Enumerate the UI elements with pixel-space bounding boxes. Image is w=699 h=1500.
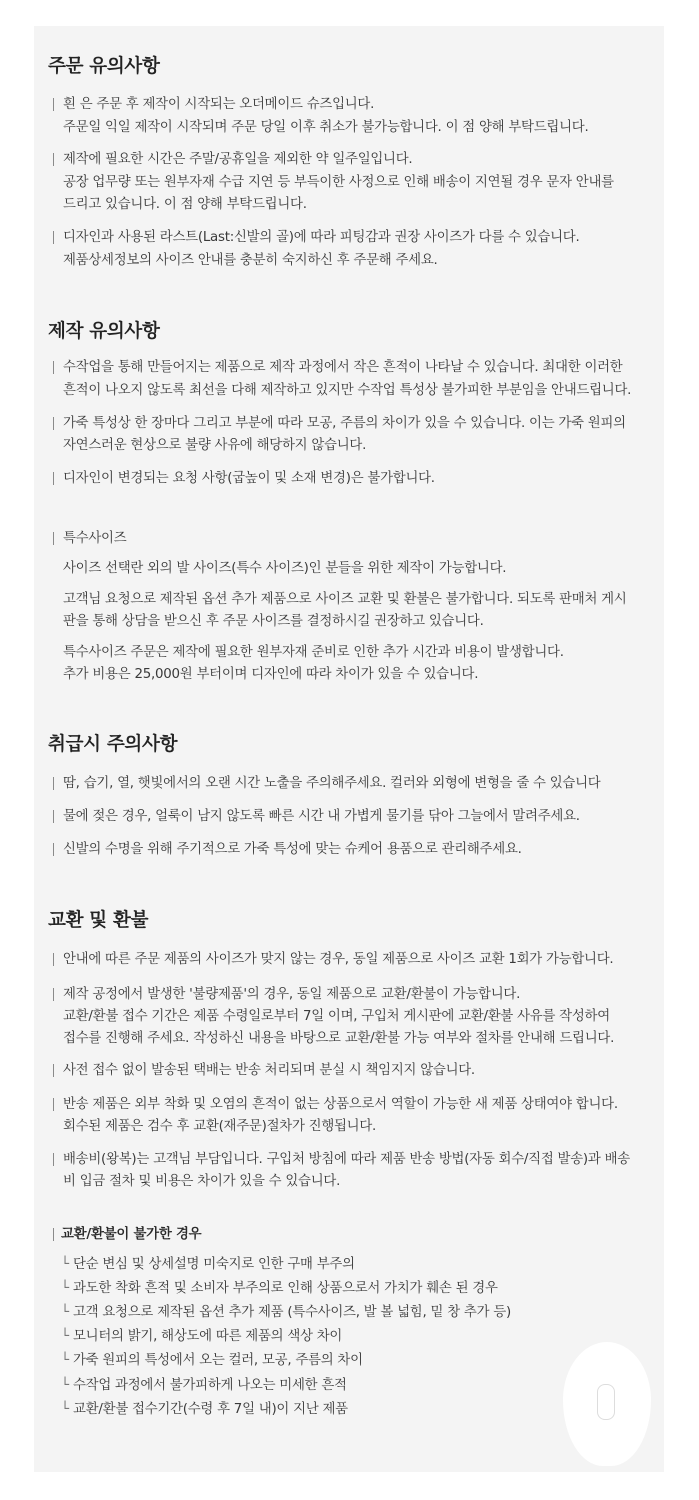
item-bar (53, 417, 54, 430)
corner-mark: └ (61, 1281, 69, 1296)
item-bar (53, 1153, 54, 1166)
item-line: 자연스러운 현상으로 불량 사유에 해당하지 않습니다. (63, 438, 367, 453)
item-line: 디자인이 변경되는 요청 사항(굽높이 및 소재 변경)은 불가합니다. (63, 471, 435, 486)
item-bar (53, 532, 54, 545)
special-size-line: 추가 비용은 25,000원 부터이며 디자인에 따라 차이가 있을 수 있습니다. (63, 667, 479, 682)
not-allowed-text: 과도한 착화 흔적 및 소비자 부주의로 인해 상품으로서 가치가 훼손 된 경우 (73, 1281, 498, 1296)
item-bar (53, 843, 54, 856)
item-line: 디자인과 사용된 라스트(Last:신발의 골)에 따라 피팅감과 권장 사이즈가 다를 수 있습니다. (63, 230, 580, 245)
item-line: 사전 접수 없이 발송된 택배는 반송 처리되며 분실 시 책임지지 않습니다. (63, 1063, 475, 1078)
corner-mark: └ (61, 1402, 69, 1417)
item-line: 땀, 습기, 열, 햇빛에서의 오랜 시간 노출을 주의해주세요. 컬러와 외형에 변형을 줄 수 있습니다 (63, 776, 601, 791)
item-line: 주문일 익일 제작이 시작되며 주문 당일 이후 취소가 불가능합니다. 이 점 양해 부탁드립니다. (63, 120, 589, 135)
not-allowed-text: 수작업 과정에서 불가피하게 나오는 미세한 흔적 (73, 1378, 347, 1393)
not-allowed-text: 고객 요청으로 제작된 옵션 추가 제품 (특수사이즈, 발 볼 넓힘, 밑 창 추가 등) (73, 1305, 511, 1320)
item-line: 흰 은 주문 후 제작이 시작되는 오더메이드 슈즈입니다. (63, 97, 375, 112)
item-line: 신발의 수명을 위해 주기적으로 가죽 특성에 맞는 슈케어 용품으로 관리해주세요. (63, 842, 522, 857)
item-bar (53, 98, 54, 111)
item-bar (53, 361, 54, 374)
corner-mark: └ (61, 1257, 69, 1272)
not-allowed-item (61, 1256, 355, 1274)
corner-mark: └ (61, 1329, 69, 1344)
item-bar (53, 777, 54, 790)
item-bar (53, 1098, 54, 1111)
not-allowed-item (61, 1352, 363, 1370)
special-size-label: 특수사이즈 (63, 531, 127, 546)
not-allowed-label: 교환/환불이 불가한 경우 (61, 1227, 202, 1242)
corner-mark: └ (61, 1378, 69, 1393)
not-allowed-text: 가죽 원피의 특성에서 오는 컬러, 모공, 주름의 차이 (73, 1353, 363, 1368)
corner-mark: └ (61, 1305, 69, 1320)
section-title-order: 주문 유의사항 (48, 56, 160, 77)
decorative-mark (597, 1384, 615, 1420)
item-line: 제작에 필요한 시간은 주말/공휴일을 제외한 약 일주일입니다. (63, 152, 413, 167)
not-allowed-item (61, 1401, 348, 1419)
item-line: 가죽 특성상 한 장마다 그리고 부분에 따라 모공, 주름의 차이가 있을 수 있습니다. 이는 가죽 원피의 (63, 416, 626, 431)
item-bar (53, 1228, 54, 1241)
item-bar (53, 953, 54, 966)
item-bar (53, 472, 54, 485)
item-line: 배송비(왕복)는 고객님 부담입니다. 구입처 방침에 따라 제품 반송 방법(자동 회수/직접 발송)과 배송 (63, 1152, 630, 1167)
item-bar (53, 810, 54, 823)
special-size-line: 고객님 요청으로 제작된 옵션 추가 제품으로 사이즈 교환 및 환불은 불가합니다. 되도록 판매처 게시 (63, 592, 627, 607)
item-line: 공장 업무량 또는 원부자재 수급 지연 등 부득이한 사정으로 인해 배송이 지연될 경우 문자 안내를 (63, 175, 614, 190)
special-size-line: 사이즈 선택란 외의 발 사이즈(특수 사이즈)인 분들을 위한 제작이 가능합니다. (63, 561, 507, 576)
item-line: 물에 젖은 경우, 얼룩이 남지 않도록 빠른 시간 내 가볍게 물기를 닦아 그늘에서 말려주세요. (63, 809, 580, 824)
not-allowed-text: 교환/환불 접수기간(수령 후 7일 내)이 지난 제품 (73, 1402, 348, 1417)
section-title-exchange: 교환 및 환불 (48, 910, 149, 931)
item-bar (53, 988, 54, 1001)
not-allowed-item (61, 1280, 498, 1298)
item-line: 교환/환불 접수 기간은 제품 수령일로부터 7일 이며, 구입처 게시판에 교환/환불 사유를 작성하여 (63, 1009, 610, 1024)
item-line: 흔적이 나오지 않도록 최선을 다해 제작하고 있지만 수작업 특성상 불가피한 부분임을 안내드립니다. (63, 383, 632, 398)
item-bar (53, 1064, 54, 1077)
not-allowed-text: 모니터의 밝기, 해상도에 따른 제품의 색상 차이 (73, 1329, 343, 1344)
decorative-oval (563, 1342, 651, 1466)
not-allowed-item (61, 1328, 342, 1346)
not-allowed-item (61, 1304, 511, 1322)
item-line: 제품상세정보의 사이즈 안내를 충분히 숙지하신 후 주문해 주세요. (63, 253, 438, 268)
item-line: 반송 제품은 외부 착화 및 오염의 흔적이 없는 상품으로서 역할이 가능한 새 제품 상태여야 합니다. (63, 1097, 618, 1112)
special-size-line: 특수사이즈 주문은 제작에 필요한 원부자재 준비로 인한 추가 시간과 비용이 발생합니다. (63, 645, 564, 660)
item-line: 회수된 제품은 검수 후 교환(재주문)절차가 진행됩니다. (63, 1119, 377, 1134)
item-line: 안내에 따른 주문 제품의 사이즈가 맞지 않는 경우, 동일 제품으로 사이즈 교환 1회가 가능합니다. (63, 952, 614, 967)
special-size-line: 판을 통해 상담을 받으신 후 주문 사이즈를 결정하시길 권장하고 있습니다. (63, 614, 484, 629)
item-line: 비 입금 절차 및 비용은 차이가 있을 수 있습니다. (63, 1174, 341, 1189)
not-allowed-text: 단순 변심 및 상세설명 미숙지로 인한 구매 부주의 (73, 1257, 355, 1272)
item-line: 드리고 있습니다. 이 점 양해 부탁드립니다. (63, 197, 307, 212)
not-allowed-item (61, 1377, 347, 1395)
item-line: 접수를 진행해 주세요. 작성하신 내용을 바탕으로 교환/환불 가능 여부와 절차를 안내해 드립니다. (63, 1031, 615, 1046)
item-line: 제작 공정에서 발생한 '불량제품'의 경우, 동일 제품으로 교환/환불이 가능합니다. (63, 987, 521, 1002)
item-bar (53, 231, 54, 244)
item-bar (53, 153, 54, 166)
section-title-handling: 취급시 주의사항 (48, 734, 178, 755)
corner-mark: └ (61, 1353, 69, 1368)
section-title-production: 제작 유의사항 (48, 321, 160, 342)
item-line: 수작업을 통해 만들어지는 제품으로 제작 과정에서 작은 흔적이 나타날 수 있습니다. 최대한 이러한 (63, 360, 623, 375)
